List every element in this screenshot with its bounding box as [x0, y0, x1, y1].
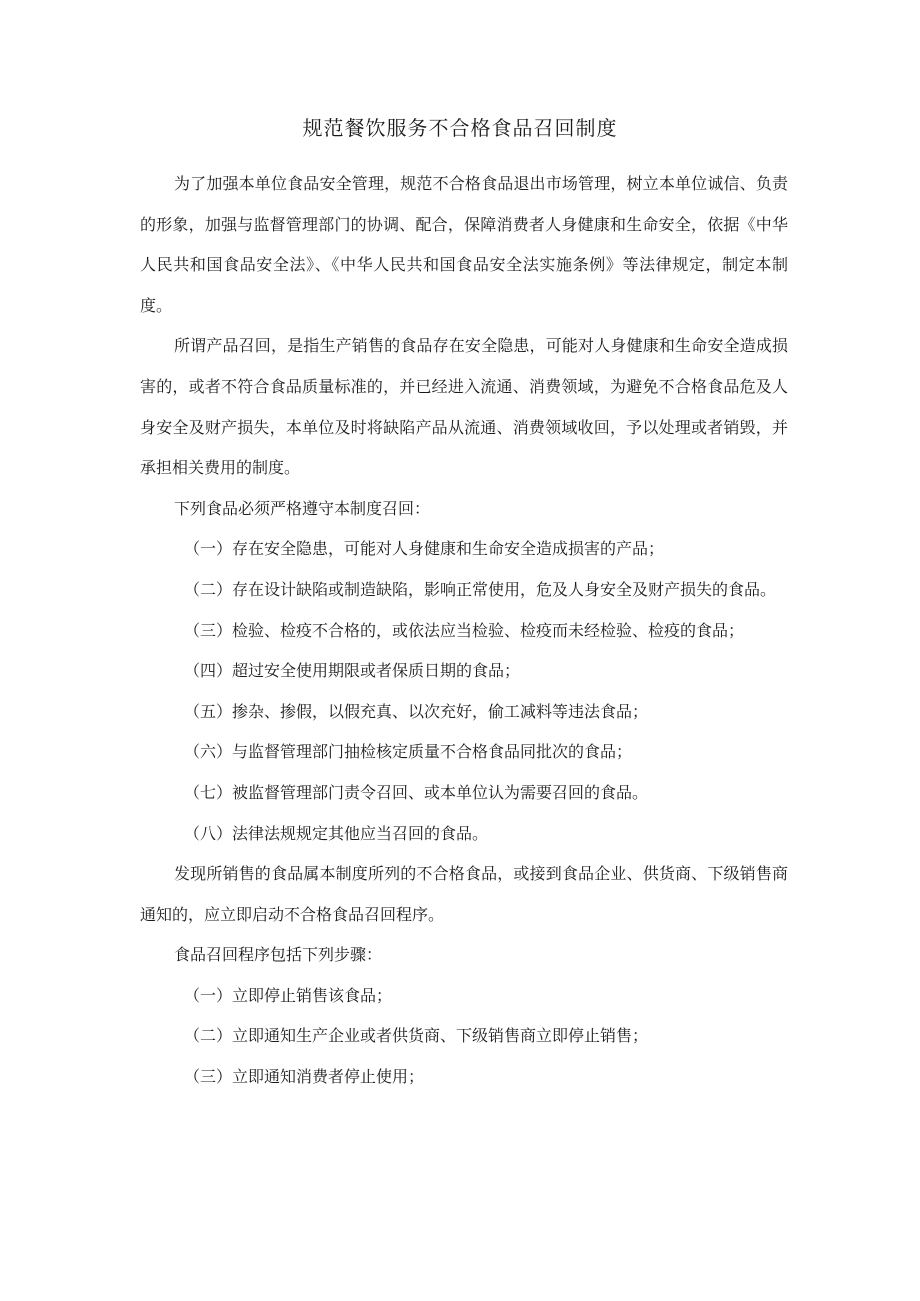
document-title: 规范餐饮服务不合格食品召回制度 — [302, 116, 618, 140]
paragraph-procedure-intro: 食品召回程序包括下列步骤： — [174, 945, 383, 965]
recall-item: （四）超过安全使用期限或者保质日期的食品； — [184, 661, 521, 681]
recall-item: （二）存在设计缺陷或制造缺陷，影响正常使用，危及人身安全及财产损失的食品。 — [184, 579, 777, 599]
procedure-step: （二）立即通知生产企业或者供货商、下级销售商立即停止销售； — [184, 1026, 649, 1046]
document-body — [140, 164, 788, 1098]
paragraph-discovery: 发现所销售的食品属本制度所列的不合格食品，或接到食品企业、供货商、下级销售商通知的，应立即启动不合格食品召回程序。 — [140, 864, 788, 924]
recall-item: （一）存在安全隐患，可能对人身健康和生命安全造成损害的产品； — [184, 539, 665, 559]
recall-item: （六）与监督管理部门抽检核定质量不合格食品同批次的食品； — [184, 742, 633, 762]
recall-item: （五）掺杂、掺假，以假充真、以次充好，偷工减料等违法食品； — [184, 701, 649, 721]
paragraph-definition: 所谓产品召回，是指生产销售的食品存在安全隐患，可能对人身健康和生命安全造成损害的，或者不符合食品质量标准的，并已经进入流通、消费领域，为避免不合格食品危及人身安全及财产损失，本单位及时将缺陷产品从流通、消费领域收回，予以处理或者销毁，并承担相关费用的制度。 — [140, 336, 788, 478]
procedure-step: （三）立即通知消费者停止使用； — [184, 1067, 425, 1087]
procedure-step: （一）立即停止销售该食品； — [184, 985, 393, 1005]
recall-item: （八）法律法规规定其他应当召回的食品。 — [184, 823, 489, 843]
recall-item: （七）被监督管理部门责令召回、或本单位认为需要召回的食品。 — [184, 782, 649, 802]
paragraph-purpose: 为了加强本单位食品安全管理，规范不合格食品退出市场管理，树立本单位诚信、负责的形象，加强与监督管理部门的协调、配合，保障消费者人身健康和生命安全，依据《中华人民共和国食品安全法》、《中华人民共和国食品安全法实施条例》等法律规定，制定本制度。 — [140, 174, 788, 315]
paragraph-recall-scope: 下列食品必须严格遵守本制度召回： — [174, 498, 431, 518]
recall-item: （三）检验、检疫不合格的，或依法应当检验、检疫而未经检验、检疫的食品； — [184, 620, 745, 640]
